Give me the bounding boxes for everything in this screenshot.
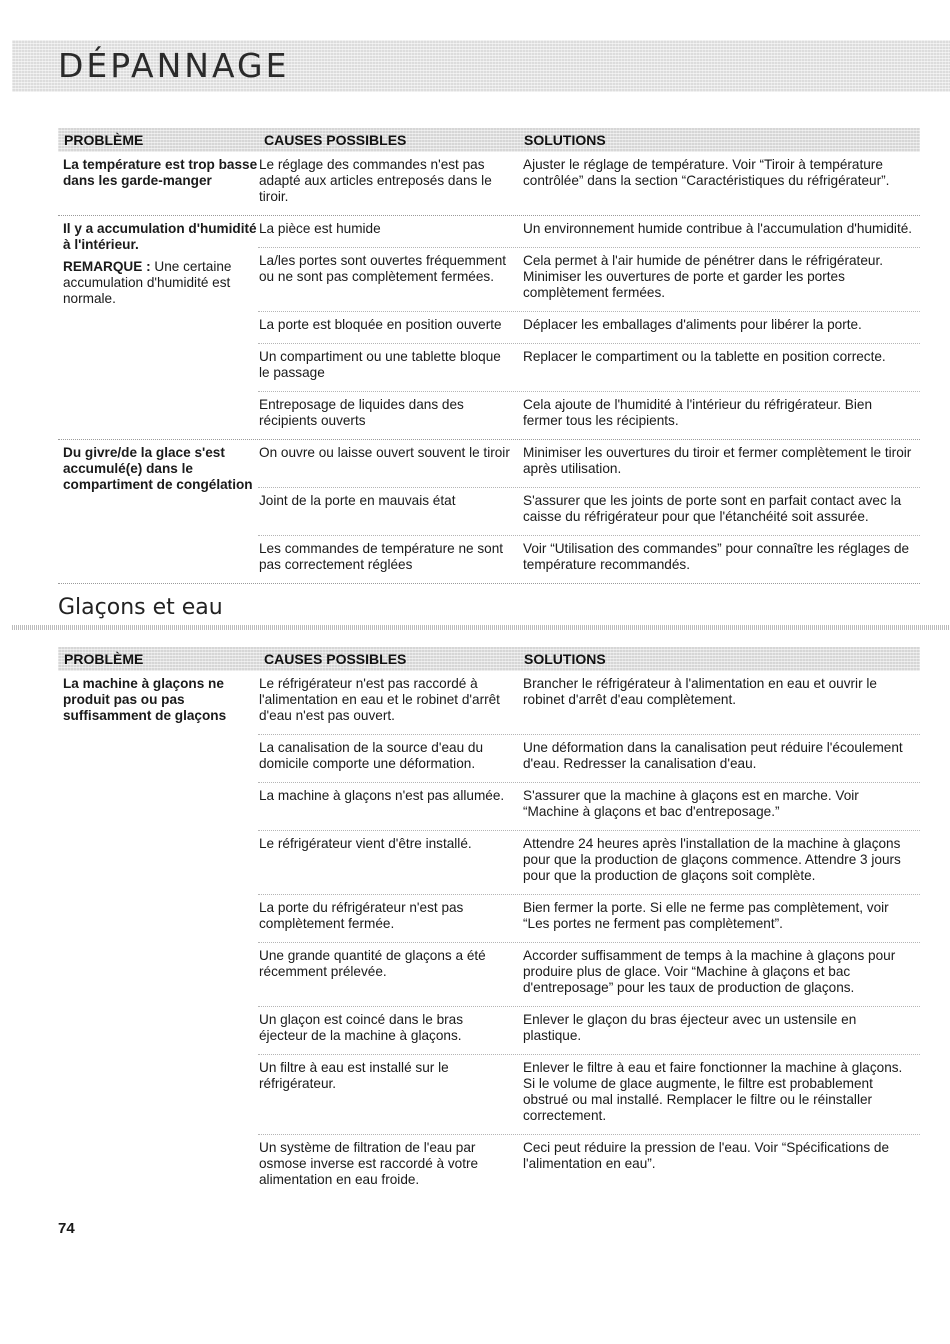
table-row [258,1134,920,1198]
solution-text: Replacer le compartiment ou la tablette en position correcte. [523,349,886,364]
table-row [258,216,920,247]
cause-text: Un compartiment ou une tablette bloque le passage [259,349,501,380]
cause-text: Un filtre à eau est installé sur le réfrigérateur. [259,1060,449,1091]
header-causes: CAUSES POSSIBLES [264,651,407,667]
solution-text: S'assurer que la machine à glaçons est en marche. Voir “Machine à glaçons et bac d'entreposage.” [523,788,859,819]
table-row [258,535,920,583]
cause-text: Le réfrigérateur vient d'être installé. [259,836,472,851]
cause-text: Une grande quantité de glaçons a été récemment prélevée. [259,948,486,979]
cause-text: La porte du réfrigérateur n'est pas complètement fermée. [259,900,464,931]
table-row [258,1006,920,1054]
solution-text: Cela permet à l'air humide de pénétrer dans le réfrigérateur. Minimiser les ouvertures de porte et garder les portes complètement fermées. [523,253,884,300]
problem-group [58,216,920,440]
problem-note [63,259,258,307]
table-row [258,942,920,1006]
table-row [258,1054,920,1134]
problem-title: Du givre/de la glace s'est accumulé(e) dans le compartiment de congélation [63,445,253,492]
table-row [258,152,920,215]
solution-text: Attendre 24 heures après l'installation de la machine à glaçons pour que la production de glaçons commence. Attendre 3 jours pour que la production de glaçons soit complète. [523,836,901,883]
cause-text: On ouvre ou laisse ouvert souvent le tiroir [259,445,510,460]
solution-text: S'assurer que les joints de porte sont en parfait contact avec la caisse du réfrigérateur pour que l'étanchéité soit assurée. [523,493,902,524]
cause-text: Un système de filtration de l'eau par osmose inverse est raccordé à votre alimentation en eau froide. [259,1140,479,1187]
cause-text: La/les portes sont ouvertes fréquemment ou ne sont pas complètement fermées. [259,253,507,284]
problem-group [58,152,920,216]
cause-text: Un glaçon est coincé dans le bras éjecteur de la machine à glaçons. [259,1012,464,1043]
cause-text: Entreposage de liquides dans des récipients ouverts [259,397,464,428]
problem-group [58,440,920,584]
problem-title: La température est trop basse dans les garde-manger [63,157,258,188]
problem-group [58,671,920,1198]
table-row [258,894,920,942]
troubleshooting-table-refrigerator [58,128,920,584]
solution-text: Un environnement humide contribue à l'accumulation d'humidité. [523,221,913,236]
page-number: 74 [58,1220,75,1237]
solution-text: Une déformation dans la canalisation peut réduire l'écoulement d'eau. Redresser la canalisation d'eau. [523,740,903,771]
solution-text: Bien fermer la porte. Si elle ne ferme pas complètement, voir “Les portes ne ferment pas complètement”. [523,900,889,931]
problem-title: La machine à glaçons ne produit pas ou pas suffisamment de glaçons [63,676,227,723]
solution-text: Minimiser les ouvertures du tiroir et fermer complètement le tiroir après utilisation. [523,445,912,476]
cause-text: Le réfrigérateur n'est pas raccordé à l'alimentation en eau et le robinet d'arrêt d'eau n'est pas ouvert. [259,676,500,723]
cause-text: La pièce est humide [259,221,381,236]
table-row [258,440,920,487]
section-title: Glaçons et eau [58,595,223,620]
table-row [258,782,920,830]
table-row [258,487,920,535]
solution-text: Ceci peut réduire la pression de l'eau. Voir “Spécifications de l'alimentation en eau”. [523,1140,890,1171]
solution-text: Enlever le filtre à eau et faire fonctionner la machine à glaçons. Si le volume de glace augmente, le filtre est probablement obstrué ou mal installé. Remplacer le filtre ou le réinstaller correctement. [523,1060,903,1123]
page-title: DÉPANNAGE [58,46,290,85]
cause-text: Joint de la porte en mauvais état [259,493,456,508]
solution-text: Ajuster le réglage de température. Voir “Tiroir à température contrôlée” dans la section “Caractéristiques du réfrigérateur”. [523,157,890,188]
solution-text: Enlever le glaçon du bras éjecteur avec un ustensile en plastique. [523,1012,857,1043]
header-probleme: PROBLÈME [64,651,144,667]
header-solutions: SOLUTIONS [524,132,606,148]
problem-title: Il y a accumulation d'humidité à l'intérieur. [63,221,257,252]
table-row [258,830,920,894]
note-text: Une certaine accumulation d'humidité est normale. [63,259,232,306]
cause-text: La canalisation de la source d'eau du domicile comporte une déformation. [259,740,484,771]
table-row [258,671,920,734]
note-label: REMARQUE : [63,259,151,274]
table-header [58,128,920,152]
solution-text: Déplacer les emballages d'aliments pour libérer la porte. [523,317,862,332]
solution-text: Accorder suffisamment de temps à la machine à glaçons pour produire plus de glace. Voir “Machine à glaçons et bac d'entreposage” pour les taux de production de glaçons. [523,948,896,995]
table-row [258,247,920,311]
solution-text: Voir “Utilisation des commandes” pour connaître les réglages de température recommandés. [523,541,910,572]
table-row [258,391,920,439]
table-header [58,647,920,671]
table-row [258,311,920,343]
table-row [258,734,920,782]
cause-text: Le réglage des commandes n'est pas adapté aux articles entreposés dans le tiroir. [259,157,492,204]
cause-text: Les commandes de température ne sont pas correctement réglées [259,541,504,572]
table-row [258,343,920,391]
cause-text: La porte est bloquée en position ouverte [259,317,502,332]
section-divider [12,625,950,630]
header-solutions: SOLUTIONS [524,651,606,667]
solution-text: Cela ajoute de l'humidité à l'intérieur du réfrigérateur. Bien fermer tous les récipients. [523,397,873,428]
troubleshooting-table-ice-water [58,647,920,1198]
solution-text: Brancher le réfrigérateur à l'alimentation en eau et ouvrir le robinet d'arrêt d'eau complètement. [523,676,877,707]
header-probleme: PROBLÈME [64,132,144,148]
cause-text: La machine à glaçons n'est pas allumée. [259,788,505,803]
header-causes: CAUSES POSSIBLES [264,132,407,148]
